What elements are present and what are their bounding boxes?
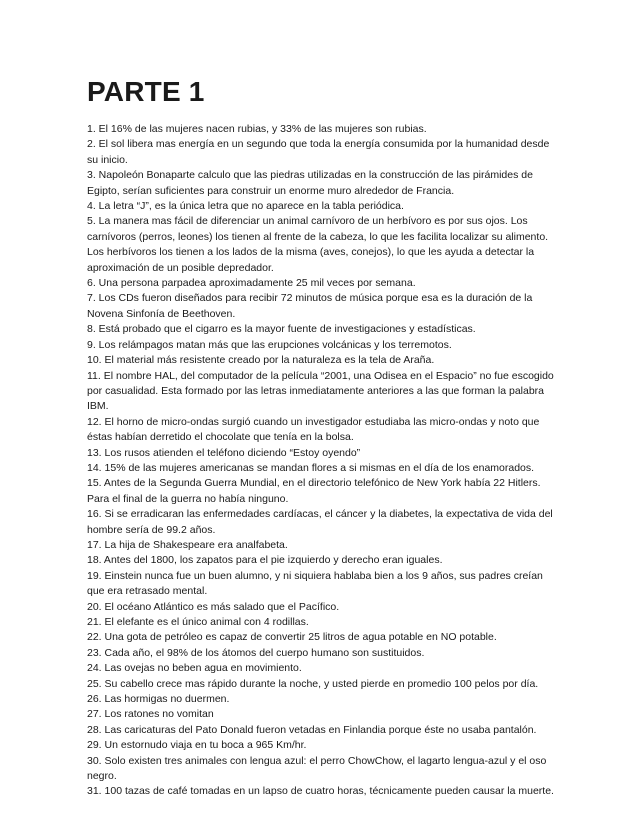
fact-item: 4. La letra “J”, es la única letra que no aparece en la tabla periódica.	[87, 200, 404, 213]
fact-item: 8. Está probado que el cigarro es la mayor fuente de investigaciones y estadísticas.	[87, 323, 476, 336]
fact-item: 16. Si se erradicaran las enfermedades cardíacas, el cáncer y la diabetes, la expectativa de vida del hombre sería de 99.2 años.	[87, 508, 553, 536]
fact-item: 9. Los relámpagos matan más que las erupciones volcánicas y los terremotos.	[87, 338, 452, 351]
fact-item: 10. El material más resistente creado por la naturaleza es la tela de Araña.	[87, 354, 435, 367]
fact-item: 28. Las caricaturas del Pato Donald fueron vetadas en Finlandia porque éste no usaba pantalón.	[87, 723, 537, 736]
fact-item: 25. Su cabello crece mas rápido durante la noche, y usted pierde en promedio 100 pelos por día.	[87, 677, 539, 690]
fact-item: 29. Un estornudo viaja en tu boca a 965 Km/hr.	[87, 739, 307, 752]
fact-item: 13. Los rusos atienden el teléfono diciendo “Estoy oyendo”	[87, 446, 361, 459]
fact-item: 22. Una gota de petróleo es capaz de convertir 25 litros de agua potable en NO potable.	[87, 631, 497, 644]
fact-item: 31. 100 tazas de café tomadas en un lapso de cuatro horas, técnicamente pueden causar la muerte.	[87, 785, 554, 798]
fact-item: 15. Antes de la Segunda Guerra Mundial, en el directorio telefónico de New York había 22 Hitlers. Para el final de la guerra no había ninguno.	[87, 477, 541, 505]
fact-item: 26. Las hormigas no duermen.	[87, 693, 230, 706]
fact-item: 6. Una persona parpadea aproximadamente 25 mil veces por semana.	[87, 277, 416, 290]
fact-item: 30. Solo existen tres animales con lengua azul: el perro ChowChow, el lagarto lengua-azul y el oso negro.	[87, 754, 547, 783]
fact-item: 3. Napoleón Bonaparte calculo que las piedras utilizadas en la construcción de las pirámides de Egipto, serían suficientes para construir un enorme muro alrededor de Francia.	[87, 169, 533, 197]
fact-item: 2. El sol libera mas energía en un segundo que toda la energía consumida por la humanidad desde su inicio.	[87, 138, 550, 166]
fact-item: 20. El océano Atlántico es más salado que el Pacífico.	[87, 600, 340, 613]
fact-item: 21. El elefante es el único animal con 4 rodillas.	[87, 616, 309, 628]
fact-item: 7. Los CDs fueron diseñados para recibir 72 minutos de música porque esa es la duración de la Novena Sinfonía de Beethoven.	[87, 292, 533, 320]
fact-item: 11. El nombre HAL, del computador de la película “2001, una Odisea en el Espacio” no fue escogido por casualidad. Esta formado por las letras inmediatamente anteriores a las que forman la palabra IBM.	[87, 369, 554, 413]
fact-list	[87, 122, 555, 800]
fact-item: 17. La hija de Shakespeare era analfabeta.	[87, 538, 288, 551]
fact-item: 24. Las ovejas no beben agua en movimiento.	[87, 662, 302, 675]
fact-item: 14. 15% de las mujeres americanas se mandan flores a si mismas en el día de los enamorados.	[87, 461, 535, 474]
fact-item: 23. Cada año, el 98% de los átomos del cuerpo humano son sustituidos.	[87, 646, 425, 659]
fact-item: 12. El horno de micro-ondas surgió cuando un investigador estudiaba las micro-ondas y noto que éstas habían derretido el chocolate que tenía en la bolsa.	[87, 415, 540, 444]
page-title: PARTE 1	[87, 76, 205, 107]
fact-item: 27. Los ratones no vomitan	[87, 708, 214, 721]
fact-item: 18. Antes del 1800, los zapatos para el pie izquierdo y derecho eran iguales.	[87, 554, 443, 567]
fact-item: 1. El 16% de las mujeres nacen rubias, y 33% de las mujeres son rubias.	[87, 123, 427, 135]
fact-item: 19. Einstein nunca fue un buen alumno, y ni siquiera hablaba bien a los 9 años, sus padres creían que era retrasado mental.	[87, 569, 543, 598]
fact-item: 5. La manera mas fácil de diferenciar un animal carnívoro de un herbívoro es por sus ojos. Los carnívoros (perros, leones) los tienen al frente de la cabeza, lo que les facilita localizar su alimento. Los herbívoros los tienen a los lados de la misma (aves, conejos), lo que les ayuda a detectar la aproximación de un posible depredador.	[87, 215, 549, 274]
